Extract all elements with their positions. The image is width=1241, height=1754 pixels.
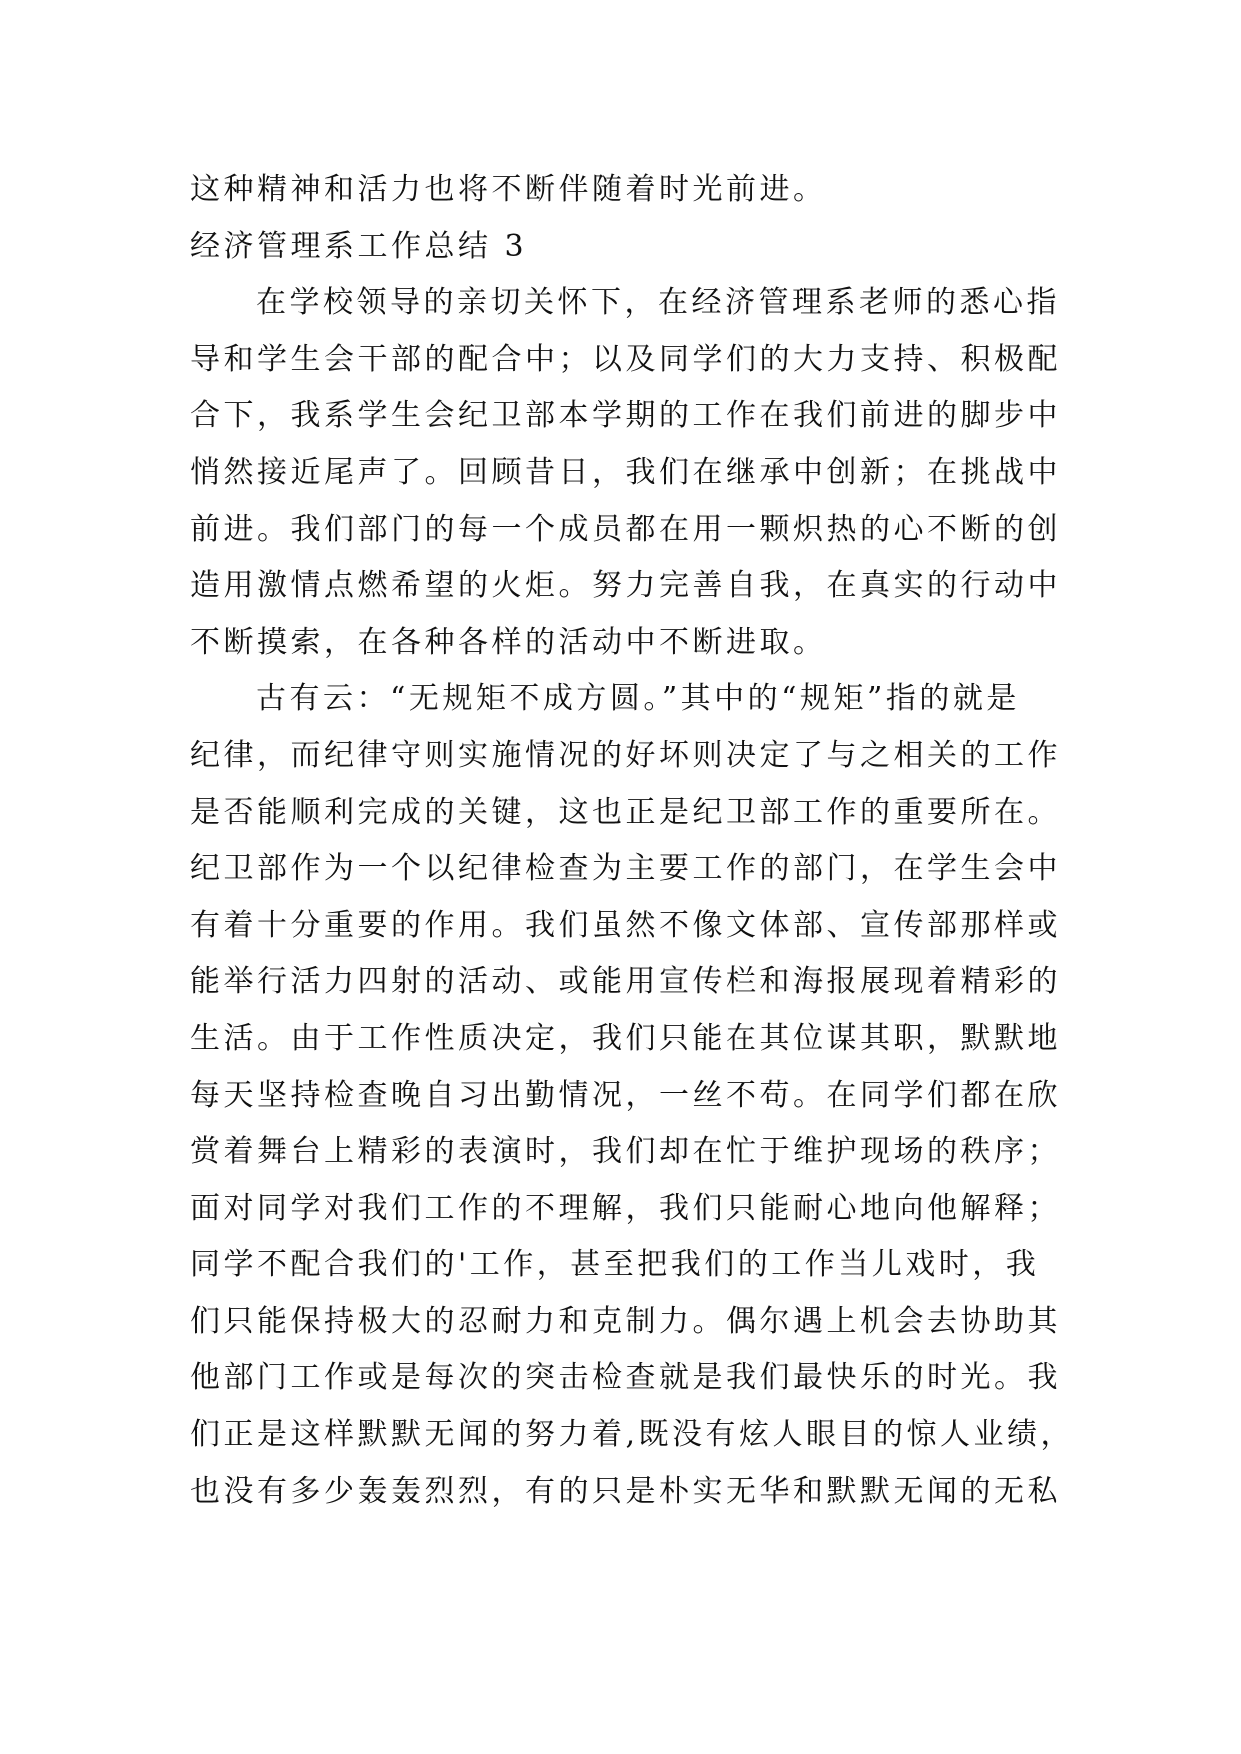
- text-line: 能举行活力四射的活动、或能用宣传栏和海报展现着精彩的: [190, 964, 1061, 1000]
- text-line: 古有云：“无规矩不成方圆。”其中的“规矩”指的就是: [256, 681, 1020, 717]
- text-line: 悄然接近尾声了。回顾昔日，我们在继承中创新；在挑战中: [190, 454, 1061, 490]
- text-line: 有着十分重要的作用。我们虽然不像文体部、宣传部那样或: [190, 907, 1061, 943]
- text-line: 是否能顺利完成的关键，这也正是纪卫部工作的重要所在。: [190, 794, 1061, 830]
- text-line: 前进。我们部门的每一个成员都在用一颗炽热的心不断的创: [190, 511, 1061, 547]
- text-line: 生活。由于工作性质决定，我们只能在其位谋其职，默默地: [190, 1020, 1061, 1056]
- text-line: 在学校领导的亲切关怀下，在经济管理系老师的悉心指: [256, 285, 1060, 321]
- text-line: 们只能保持极大的忍耐力和克制力。偶尔遇上机会去协助其: [190, 1303, 1061, 1339]
- text-line: 造用激情点燃希望的火炬。努力完善自我，在真实的行动中: [190, 568, 1061, 604]
- text-line: 他部门工作或是每次的突击检查就是我们最快乐的时光。我: [190, 1360, 1061, 1396]
- text-line: 同学不配合我们的'工作，甚至把我们的工作当儿戏时，我: [190, 1247, 1040, 1283]
- text-line: 纪律，而纪律守则实施情况的好坏则决定了与之相关的工作: [190, 737, 1061, 773]
- text-line: 赏着舞台上精彩的表演时，我们却在忙于维护现场的秩序；: [190, 1134, 1061, 1170]
- text-line: 也没有多少轰轰烈烈，有的只是朴实无华和默默无闻的无私: [190, 1473, 1061, 1509]
- text-line: 每天坚持检查晚自习出勤情况，一丝不苟。在同学们都在欣: [190, 1077, 1061, 1113]
- text-line: 纪卫部作为一个以纪律检查为主要工作的部门，在学生会中: [190, 851, 1061, 887]
- text-line: 面对同学对我们工作的不理解，我们只能耐心地向他解释；: [190, 1190, 1061, 1226]
- text-line: 合下，我系学生会纪卫部本学期的工作在我们前进的脚步中: [190, 398, 1061, 434]
- section-heading: 经济管理系工作总结 3: [190, 228, 528, 264]
- text-line: 导和学生会干部的配合中；以及同学们的大力支持、积极配: [190, 341, 1061, 377]
- text-line: 不断摸索，在各种各样的活动中不断进取。: [190, 624, 827, 660]
- document-body: [190, 162, 1075, 1520]
- text-line: 这种精神和活力也将不断伴随着时光前进。: [190, 172, 827, 207]
- text-line: 们正是这样默默无闻的努力着,既没有炫人眼目的惊人业绩，: [190, 1417, 1075, 1453]
